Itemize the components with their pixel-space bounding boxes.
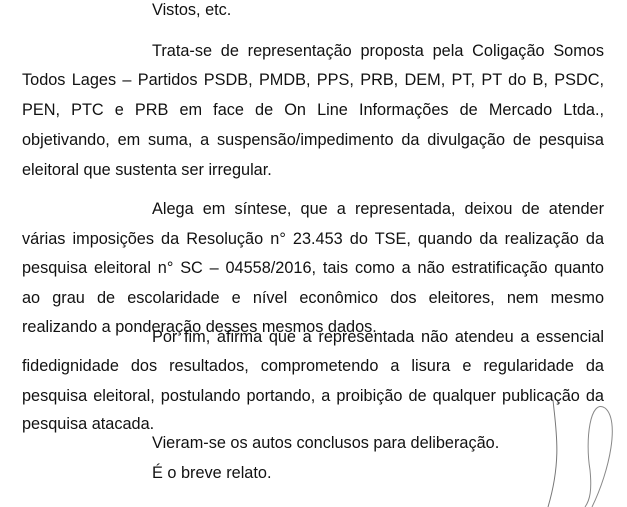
text-line: várias imposições da Resolução n° 23.453 do TSE, quando da realização da [22, 230, 604, 248]
text-line: pesquisa eleitoral, postulando portando, a proibição de qualquer publicação da [22, 387, 604, 405]
text-line: ao grau de escolaridade e nível econômico dos eleitores, nem mesmo [22, 289, 604, 307]
text-line: Vieram-se os autos conclusos para deliberação. [152, 434, 500, 452]
text-line: Todos Lages – Partidos PSDB, PMDB, PPS, PRB, DEM, PT, PT do B, PSDC, [22, 71, 604, 89]
text-line: objetivando, em suma, a suspensão/impedimento da divulgação de pesquisa [22, 131, 604, 149]
text-line: pesquisa atacada. [22, 415, 155, 433]
text-line: PEN, PTC e PRB em face de On Line Informações de Mercado Ltda., [22, 101, 604, 119]
text-line: pesquisa eleitoral n° SC – 04558/2016, tais como a não estratificação quanto [22, 259, 604, 277]
text-line: eleitoral que sustenta ser irregular. [22, 161, 272, 179]
text-line: Alega em síntese, que a representada, deixou de atender [152, 200, 604, 218]
text-line: Por fim, afirma que a representada não atendeu a essencial [152, 328, 604, 346]
text-line: É o breve relato. [152, 464, 272, 482]
text-line: Trata-se de representação proposta pela Coligação Somos [152, 42, 604, 60]
text-line: fidedignidade dos resultados, comprometendo a lisura e regularidade da [22, 357, 604, 375]
text-line: Vistos, etc. [152, 1, 232, 19]
text-line: realizando a ponderação desses mesmos dados. [22, 318, 377, 336]
